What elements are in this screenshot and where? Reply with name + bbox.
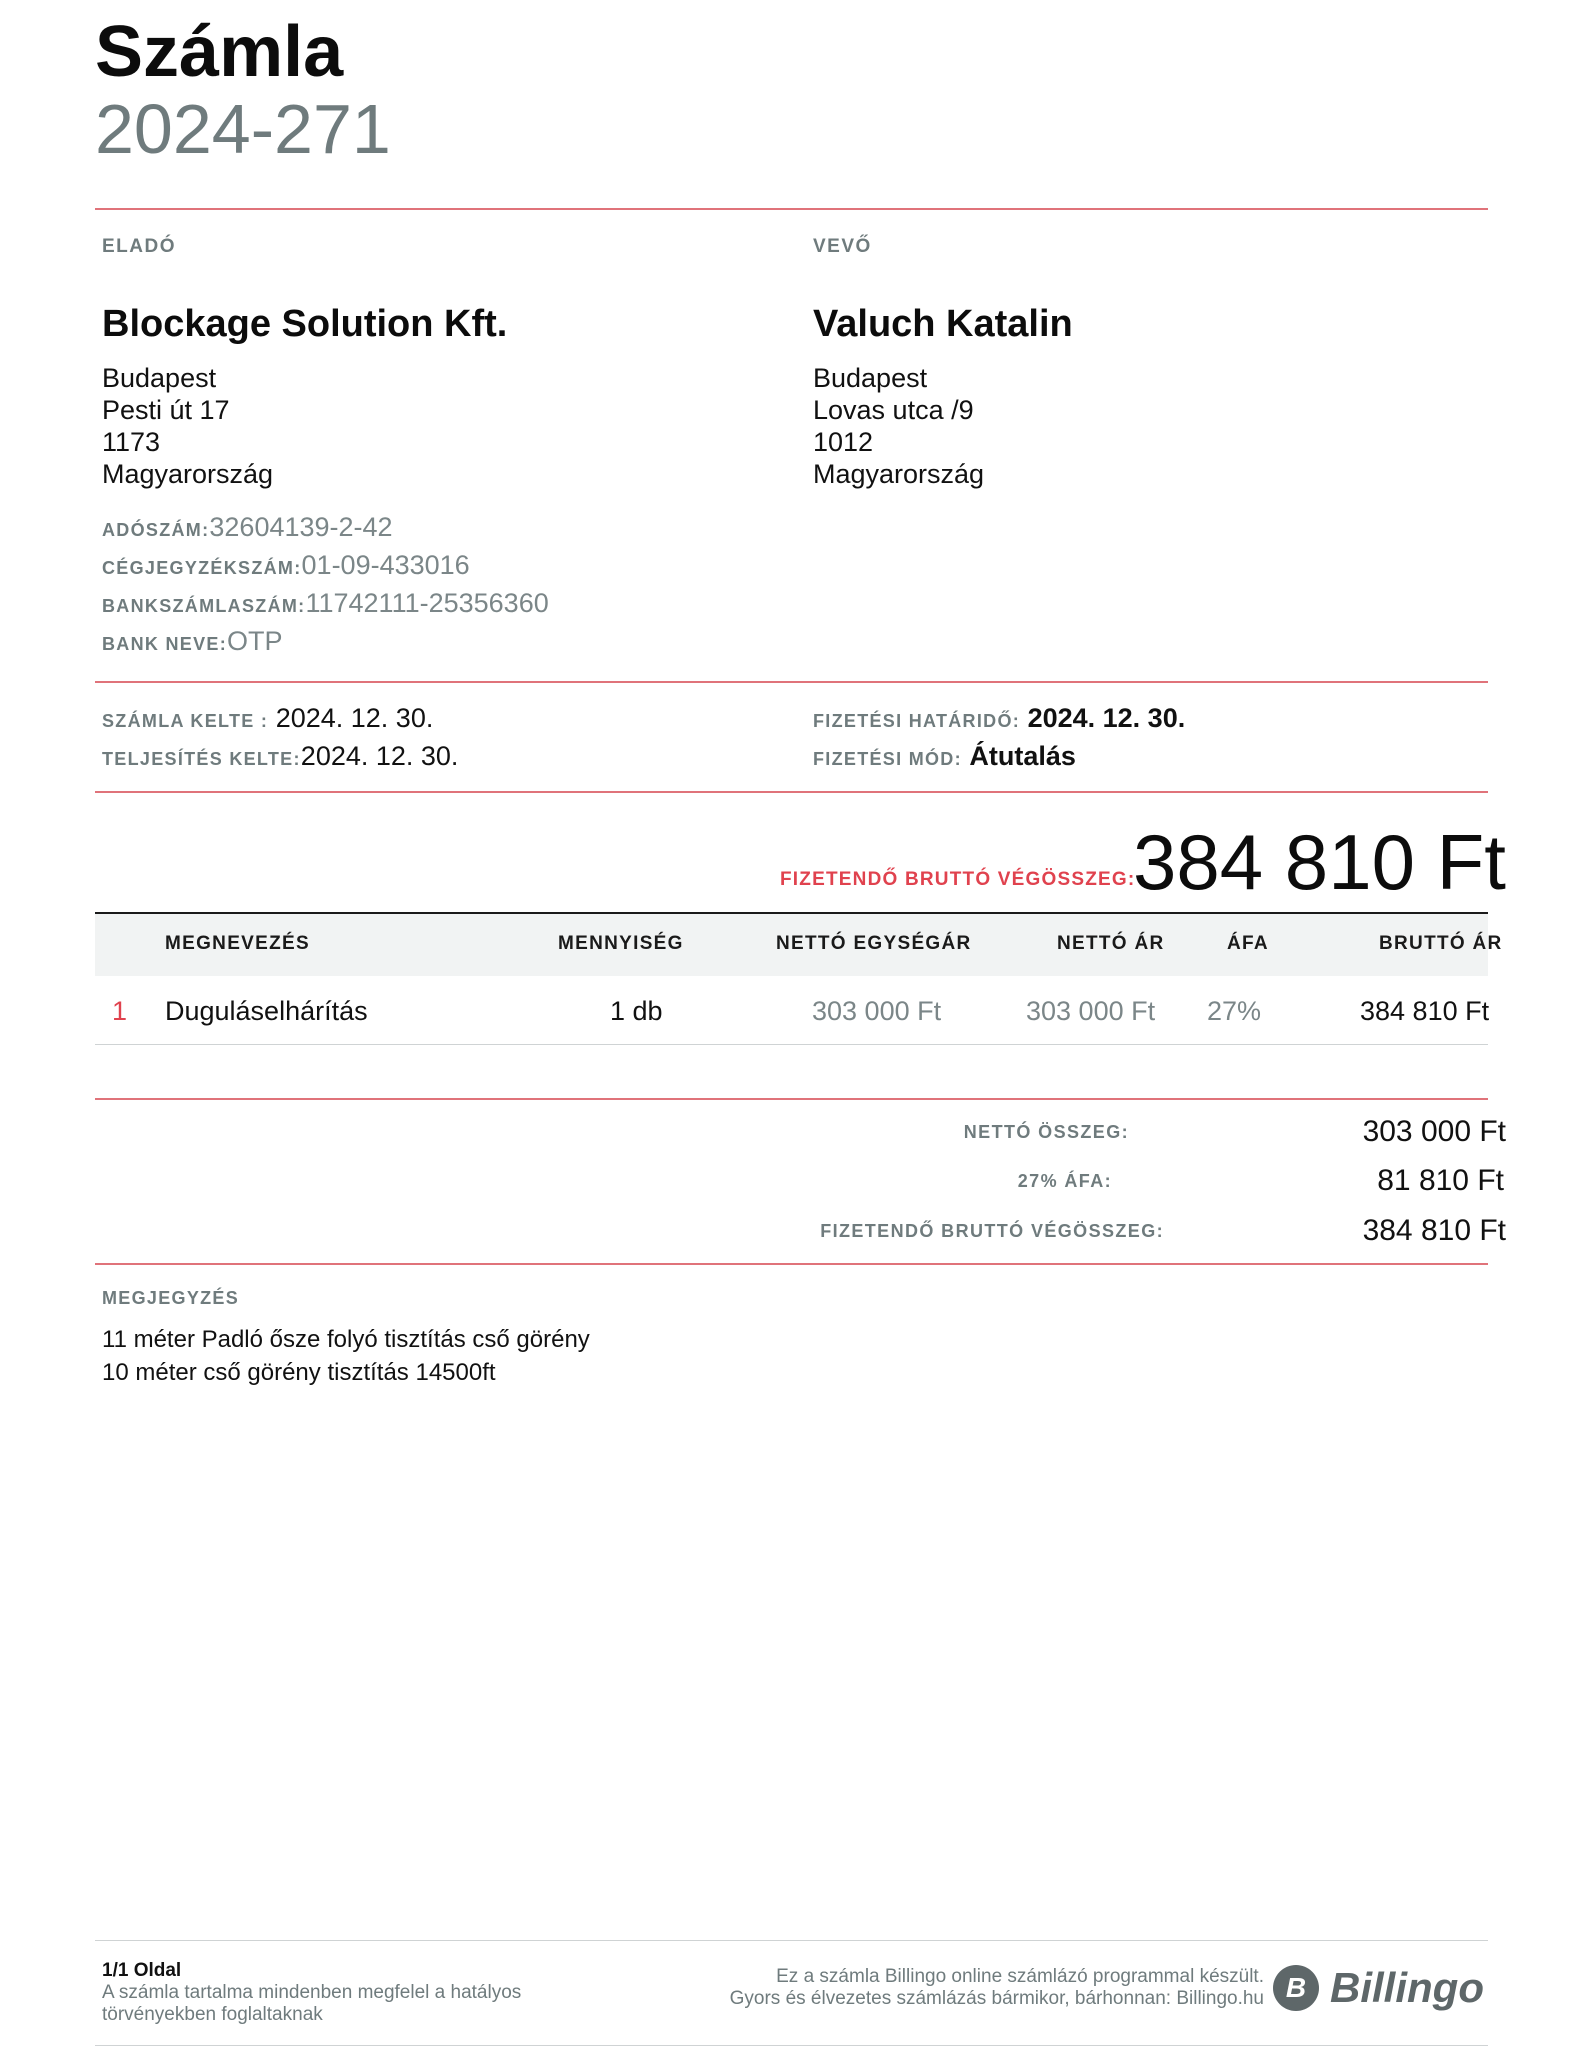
divider bbox=[95, 1098, 1488, 1100]
footer-left bbox=[102, 1960, 521, 2026]
seller-zip: 1173 bbox=[102, 427, 161, 457]
seller-address bbox=[102, 362, 273, 490]
buyer-country: Magyarország bbox=[813, 459, 985, 489]
col-name-header: MEGNEVEZÉS bbox=[165, 933, 310, 954]
issue-date-row bbox=[102, 701, 458, 739]
seller-country: Magyarország bbox=[102, 459, 274, 489]
buyer-label: VEVŐ bbox=[813, 236, 872, 257]
issue-date-label: SZÁMLA KELTE : bbox=[102, 711, 269, 731]
item-quantity: 1 db bbox=[610, 996, 663, 1026]
col-vat-header: ÁFA bbox=[1227, 933, 1269, 954]
divider bbox=[95, 791, 1488, 793]
vat-total-value: 81 810 Ft bbox=[1377, 1164, 1504, 1197]
footer-divider bbox=[95, 1940, 1488, 1941]
billingo-wordmark: Billingo bbox=[1330, 1964, 1484, 2011]
legal-line: törvényekben foglaltaknak bbox=[102, 2004, 323, 2025]
total-due-label: FIZETENDŐ BRUTTÓ VÉGÖSSZEG: bbox=[780, 869, 1136, 890]
bank-name-label: BANK NEVE: bbox=[102, 634, 228, 654]
buyer-street: Lovas utca /9 bbox=[813, 395, 974, 425]
col-quantity-header: MENNYISÉG bbox=[558, 933, 684, 954]
seller-label: ELADÓ bbox=[102, 236, 176, 257]
issue-date-value: 2024. 12. 30. bbox=[275, 703, 434, 733]
payment-method-row bbox=[813, 739, 1185, 777]
net-total-label: NETTÓ ÖSSZEG: bbox=[963, 1122, 1129, 1142]
divider bbox=[95, 208, 1488, 210]
buyer-name: Valuch Katalin bbox=[813, 303, 1073, 345]
fulfilment-date-label: TELJESÍTÉS KELTE: bbox=[102, 749, 301, 769]
row-number: 1 bbox=[112, 996, 128, 1026]
buyer-zip: 1012 bbox=[813, 427, 874, 457]
gross-total-value: 384 810 Ft bbox=[1362, 1214, 1506, 1247]
divider bbox=[95, 1263, 1488, 1265]
billingo-logo-icon bbox=[1272, 1964, 1320, 2012]
note-text bbox=[102, 1323, 590, 1389]
net-total-value: 303 000 Ft bbox=[1362, 1115, 1506, 1148]
seller-name: Blockage Solution Kft. bbox=[102, 303, 508, 345]
item-gross-price: 384 810 Ft bbox=[1360, 996, 1490, 1026]
vat-total-label: 27% ÁFA: bbox=[1017, 1171, 1112, 1191]
payment-method-value: Átutalás bbox=[969, 741, 1076, 771]
tax-number-row bbox=[102, 510, 549, 548]
buyer-address bbox=[813, 362, 984, 490]
bank-name-value: OTP bbox=[227, 626, 283, 656]
payment-method-label: FIZETÉSI MÓD: bbox=[813, 749, 962, 769]
item-name: Duguláselhárítás bbox=[165, 996, 368, 1026]
seller-street: Pesti út 17 bbox=[102, 395, 230, 425]
seller-city: Budapest bbox=[102, 363, 217, 393]
footer-bottom-divider bbox=[95, 2045, 1488, 2046]
svg-text:B: B bbox=[1285, 1972, 1307, 2003]
bank-account-label: BANKSZÁMLASZÁM: bbox=[102, 596, 306, 616]
col-unit-price-header: NETTÓ EGYSÉGÁR bbox=[776, 933, 972, 954]
item-vat: 27% bbox=[1207, 996, 1262, 1026]
note-line: 11 méter Padló ősze folyó tisztítás cső görény bbox=[102, 1326, 590, 1353]
company-reg-row bbox=[102, 548, 549, 586]
invoice-title: Számla bbox=[95, 12, 344, 92]
total-due-value: 384 810 Ft bbox=[1133, 818, 1506, 906]
due-date-label: FIZETÉSI HATÁRIDŐ: bbox=[813, 711, 1021, 731]
fulfilment-date-row bbox=[102, 739, 458, 777]
company-reg-value: 01-09-433016 bbox=[301, 550, 470, 580]
note-line: 10 méter cső görény tisztítás 14500ft bbox=[102, 1359, 496, 1386]
fulfilment-date-value: 2024. 12. 30. bbox=[300, 741, 459, 771]
page-indicator: 1/1 Oldal bbox=[102, 1960, 182, 1981]
bank-account-value: 11742111-25356360 bbox=[305, 588, 549, 618]
due-date-row bbox=[813, 701, 1185, 739]
row-divider bbox=[95, 1044, 1488, 1045]
invoice-number: 2024-271 bbox=[95, 90, 391, 168]
footer-promo bbox=[730, 1966, 1264, 2010]
invoice-dates-right bbox=[813, 701, 1185, 777]
company-reg-label: CÉGJEGYZÉKSZÁM: bbox=[102, 558, 302, 578]
divider bbox=[95, 681, 1488, 683]
gross-total-label: FIZETENDŐ BRUTTÓ VÉGÖSSZEG: bbox=[820, 1221, 1164, 1241]
legal-line: A számla tartalma mindenben megfelel a hatályos bbox=[102, 1982, 522, 2003]
col-net-price-header: NETTÓ ÁR bbox=[1057, 933, 1165, 954]
promo-line: Gyors és élvezetes számlázás bármikor, bárhonnan: Billingo.hu bbox=[729, 1988, 1264, 2009]
promo-line: Ez a számla Billingo online számlázó programmal készült. bbox=[776, 1966, 1264, 1987]
buyer-city: Budapest bbox=[813, 363, 928, 393]
note-label: MEGJEGYZÉS bbox=[102, 1288, 240, 1308]
tax-number-value: 32604139-2-42 bbox=[209, 512, 393, 542]
invoice-dates-left bbox=[102, 701, 458, 777]
seller-ids bbox=[102, 510, 549, 662]
due-date-value: 2024. 12. 30. bbox=[1027, 703, 1186, 733]
bank-name-row bbox=[102, 624, 549, 662]
tax-number-label: ADÓSZÁM: bbox=[102, 520, 210, 540]
item-unit-price: 303 000 Ft bbox=[812, 996, 942, 1026]
col-gross-price-header: BRUTTÓ ÁR bbox=[1379, 933, 1503, 954]
bank-account-row bbox=[102, 586, 549, 624]
item-net-price: 303 000 Ft bbox=[1026, 996, 1156, 1026]
